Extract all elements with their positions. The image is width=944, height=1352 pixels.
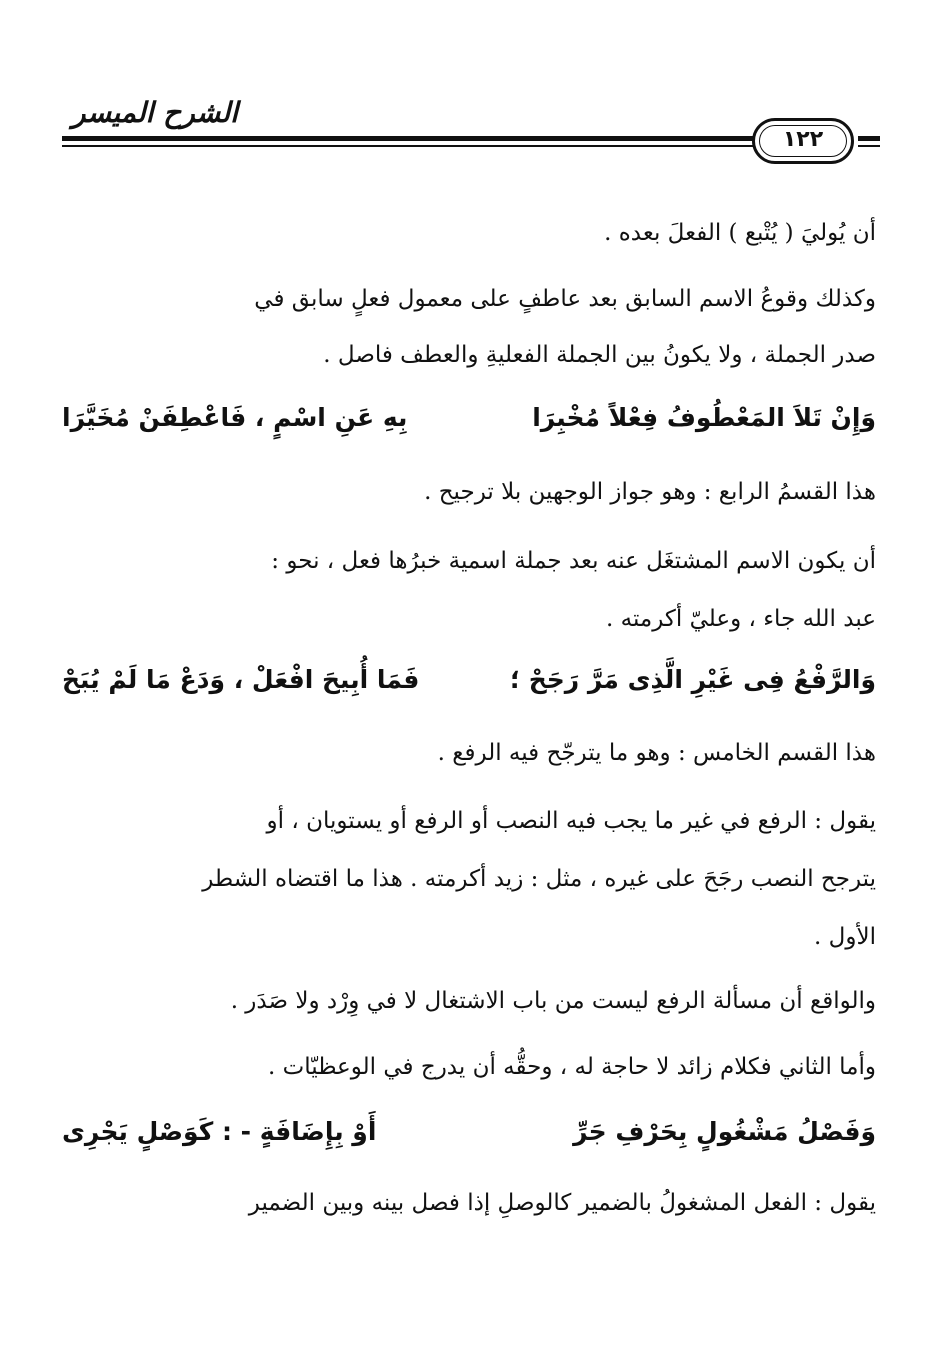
header-rule-thick bbox=[62, 136, 754, 141]
text-line: عبد الله جاء ، وعليّ أكرمته . bbox=[606, 606, 876, 632]
text-line: هذا القسمُ الرابع : وهو جواز الوجهين بلا ترجيح . bbox=[424, 479, 876, 505]
page-number-badge bbox=[752, 118, 854, 164]
text-line: صدر الجملة ، ولا يكونُ بين الجملة الفعليةِ والعطف فاصل . bbox=[323, 342, 876, 368]
running-header-title: الشرح الميسر bbox=[72, 96, 238, 129]
text-line: الأول . bbox=[814, 924, 876, 950]
verse-hemistich-second: أَوْ بِإِضَافَةٍ - : كَوَصْلٍ يَجْرِى bbox=[62, 1117, 377, 1146]
text-line: وأما الثاني فكلام زائد لا حاجة له ، وحقُّه أن يدرج في الوعظيّات . bbox=[267, 1054, 876, 1080]
text-line: أن يُوليَ ( يُتْبع ) الفعلَ بعده . bbox=[604, 220, 876, 246]
text-line: وكذلك وقوعُ الاسم السابق بعد عاطفٍ على معمول فعلٍ سابق في bbox=[254, 286, 876, 312]
text-line: يقول : الرفع في غير ما يجب فيه النصب أو الرفع أو يستويان ، أو bbox=[266, 808, 876, 834]
text-line: يقول : الفعل المشغولُ بالضمير كالوصلِ إذا فصل بينه وبين الضمير bbox=[248, 1190, 876, 1216]
header-rule-thin-right bbox=[858, 145, 880, 147]
verse-hemistich-second: بِهِ عَنِ اسْمٍ ، فَاعْطِفَنْ مُخَيَّرَا bbox=[62, 403, 408, 432]
text-line: يترجح النصب رجَحَ على غيره ، مثل : زيد أكرمته . هذا ما اقتضاه الشطر bbox=[202, 866, 876, 892]
verse-hemistich-first: وَإِنْ تَلاَ المَعْطُوفُ فِعْلاً مُخْبِرَا bbox=[532, 403, 876, 432]
verse-hemistich-first: وَالرَّفْعُ فِى غَيْرِ الَّذِى مَرَّ رَجَحْ ؛ bbox=[510, 665, 876, 694]
page-number: ١٢٢ bbox=[782, 127, 824, 152]
text-line: هذا القسم الخامس : وهو ما يترجّح فيه الرفع . bbox=[437, 740, 876, 766]
verse-hemistich-second: فَمَا أُبِيحَ افْعَلْ ، وَدَعْ مَا لَمْ يُبَحْ bbox=[62, 665, 420, 694]
verse-hemistich-first: وَفَصْلُ مَشْغُولٍ بِحَرْفِ جَرِّ bbox=[573, 1117, 876, 1146]
text-line: والواقع أن مسألة الرفع ليست من باب الاشتغال لا في وِرْد ولا صَدَر . bbox=[230, 988, 876, 1014]
text-line: أن يكون الاسم المشتغَل عنه بعد جملة اسمية خبرُها فعل ، نحو : bbox=[271, 548, 876, 574]
header-rule-thick-right bbox=[858, 136, 880, 141]
header-rule-thin bbox=[62, 145, 754, 147]
